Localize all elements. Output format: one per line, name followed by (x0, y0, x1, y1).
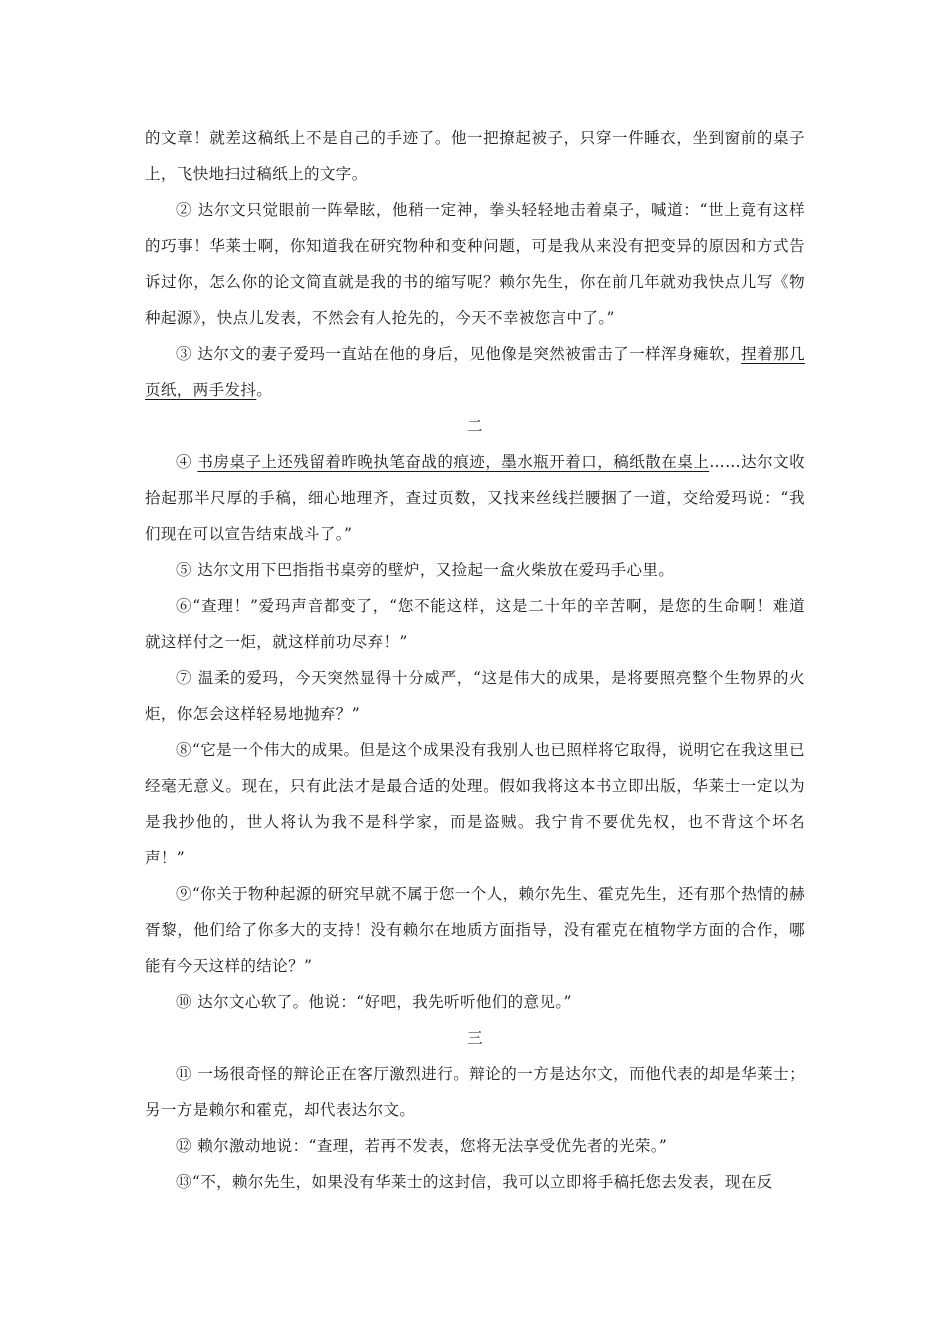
paragraph-4-text: ……达尔文收拾起那半尺厚的手稿，细心地理齐，查过页数，又找来丝线拦腰捆了一道，交给爱玛说：“我们现在可以宣告结束战斗了。” (145, 453, 805, 543)
paragraph-11: ⑪ 一场很奇怪的辩论正在客厅激烈进行。辩论的一方是达尔文，而他代表的却是华莱士；另一方是赖尔和霍克，却代表达尔文。 (145, 1065, 805, 1119)
paragraph-10: ⑩ 达尔文心软了。他说：“好吧，我先听听他们的意见。” (176, 993, 572, 1011)
paragraph-3-end: 。 (256, 381, 273, 399)
paragraph-9: ⑨“你关于物种起源的研究早就不属于您一个人，赖尔先生、霍克先生，还有那个热情的赫胥黎，他们给了你多大的支持！没有赖尔在地质方面指导，没有霍克在植物学方面的合作，哪能有今天这样的结论？” (145, 885, 805, 975)
paragraph-3-text: ③ 达尔文的妻子爱玛一直站在他的身后，见他像是突然被雷击了一样浑身瘫软， (176, 345, 742, 363)
paragraph-8: ⑧“它是一个伟大的成果。但是这个成果没有我别人也已照样将它取得，说明它在我这里已经毫无意义。现在，只有此法才是最合适的处理。假如我将这本书立即出版，华莱士一定以为是我抄他的，世人将认为我不是科学家，而是盗贼。我宁肯不要优先权，也不背这个坏名声！” (145, 741, 805, 867)
article-body (145, 120, 805, 1200)
paragraph-7: ⑦ 温柔的爱玛，今天突然显得十分威严，“这是伟大的成果，是将要照亮整个生物界的火炬，你怎会这样轻易地抛弃？” (145, 669, 805, 723)
paragraph-continued: 的文章！就差这稿纸上不是自己的手迹了。他一把撩起被子，只穿一件睡衣，坐到窗前的桌子上，飞快地扫过稿纸上的文字。 (145, 129, 805, 183)
paragraph-3 (145, 336, 805, 408)
section-heading-3: 三 (467, 1029, 483, 1047)
paragraph-3-underlined-phrase: 捏着那几页纸，两手发抖 (145, 345, 805, 399)
paragraph-4-number: ④ (176, 453, 198, 471)
paragraph-4-underlined-phrase: 书房桌子上还残留着昨晚执笔奋战的痕迹，墨水瓶开着口，稿纸散在桌上 (197, 453, 710, 471)
paragraph-13: ⑬“不，赖尔先生，如果没有华莱士的这封信，我可以立即将手稿托您去发表，现在反 (176, 1173, 773, 1191)
paragraph-12: ⑫ 赖尔激动地说：“查理，若再不发表，您将无法享受优先者的光荣。” (176, 1137, 668, 1155)
section-heading-2: 二 (467, 417, 483, 435)
paragraph-6: ⑥“查理！”爱玛声音都变了，“您不能这样，这是二十年的辛苦啊，是您的生命啊！难道就这样付之一炬，就这样前功尽弃！” (145, 597, 805, 651)
paragraph-4 (145, 444, 805, 552)
paragraph-2: ② 达尔文只觉眼前一阵晕眩，他稍一定神，拳头轻轻地击着桌子，喊道：“世上竟有这样的巧事！华莱士啊，你知道我在研究物种和变种问题，可是我从来没有把变异的原因和方式告诉过你，怎么你的论文简直就是我的书的缩写呢？赖尔先生，你在前几年就劝我快点儿写《物种起源》，快点儿发表，不然会有人抢先的，今天不幸被您言中了。” (145, 201, 805, 327)
paragraph-5: ⑤ 达尔文用下巴指指书桌旁的壁炉，又捡起一盒火柴放在爱玛手心里。 (176, 561, 675, 579)
